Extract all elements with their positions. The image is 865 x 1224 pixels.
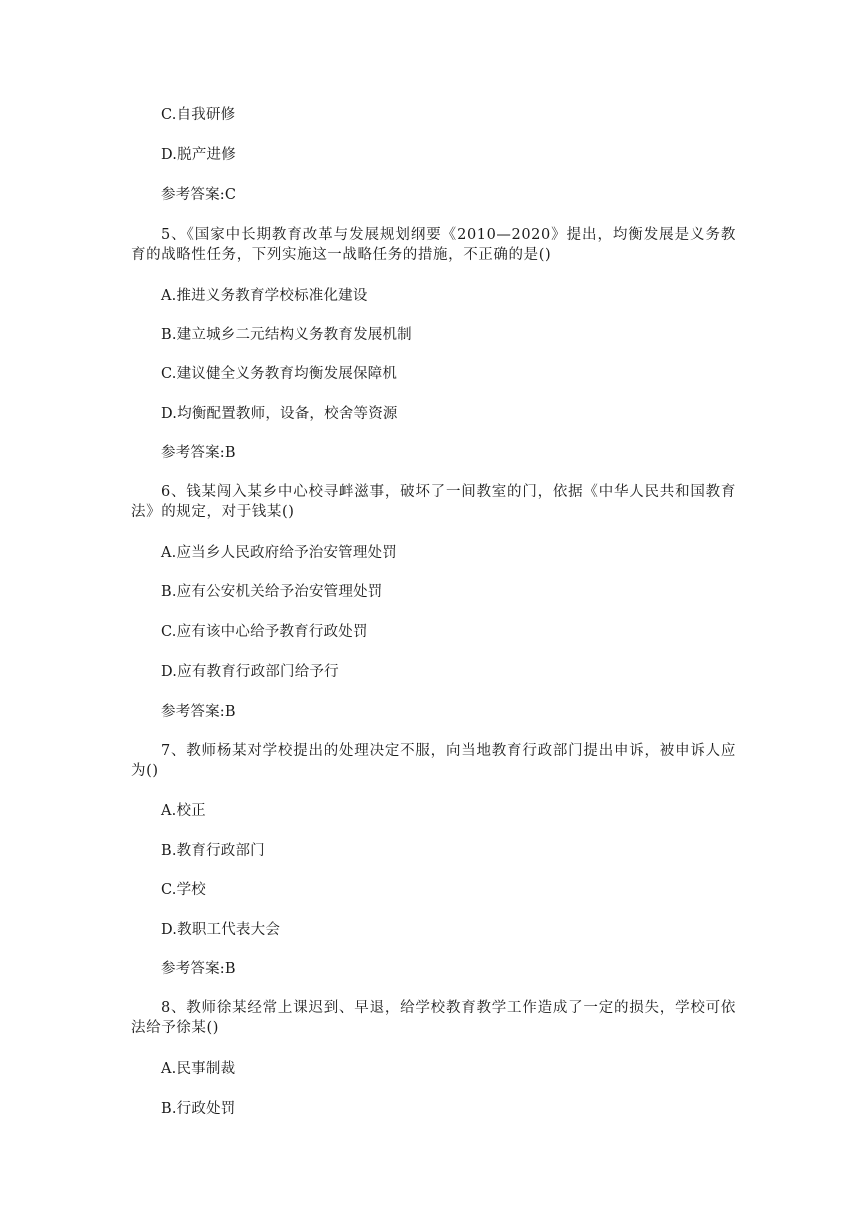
q8-option-a: A.民事制裁: [161, 1061, 236, 1077]
option-d-prev: D.脱产进修: [161, 147, 236, 163]
question-8: 8、教师徐某经常上课迟到、早退，给学校教育教学工作造成了一定的损失，学校可依法给予徐某(): [131, 1000, 736, 1036]
answer-prev: 参考答案:C: [161, 187, 237, 203]
q8-option-b: B.行政处罚: [161, 1101, 236, 1117]
q7-answer: 参考答案:B: [161, 961, 236, 977]
q5-answer: 参考答案:B: [161, 445, 236, 461]
q6-option-a: A.应当乡人民政府给予治安管理处罚: [161, 545, 397, 561]
question-5: 5、《国家中长期教育改革与发展规划纲要《2010—2020》提出，均衡发展是义务教育的战略性任务，下列实施这一战略任务的措施，不正确的是(): [131, 227, 736, 263]
option-c-prev: C.自我研修: [161, 107, 236, 123]
q5-option-a: A.推进义务教育学校标准化建设: [161, 288, 368, 304]
q7-option-a: A.校正: [161, 803, 206, 819]
q6-option-c: C.应有该中心给予教育行政处罚: [161, 624, 368, 640]
question-7: 7、教师杨某对学校提出的处理决定不服，向当地教育行政部门提出申诉，被申诉人应为(): [131, 743, 736, 779]
q7-option-c: C.学校: [161, 882, 206, 898]
q7-option-b: B.教育行政部门: [161, 843, 265, 859]
q6-option-b: B.应有公安机关给予治安管理处罚: [161, 584, 383, 600]
q6-answer: 参考答案:B: [161, 704, 236, 720]
q6-option-d: D.应有教育行政部门给予行: [161, 664, 339, 680]
q7-option-d: D.教职工代表大会: [161, 922, 281, 938]
q5-option-b: B.建立城乡二元结构义务教育发展机制: [161, 327, 412, 343]
q5-option-d: D.均衡配置教师，设备，校舍等资源: [161, 406, 398, 422]
question-6: 6、钱某闯入某乡中心校寻衅滋事，破坏了一间教室的门，依据《中华人民共和国教育法》的规定，对于钱某(): [131, 484, 736, 520]
q5-option-c: C.建议健全义务教育均衡发展保障机: [161, 366, 398, 382]
